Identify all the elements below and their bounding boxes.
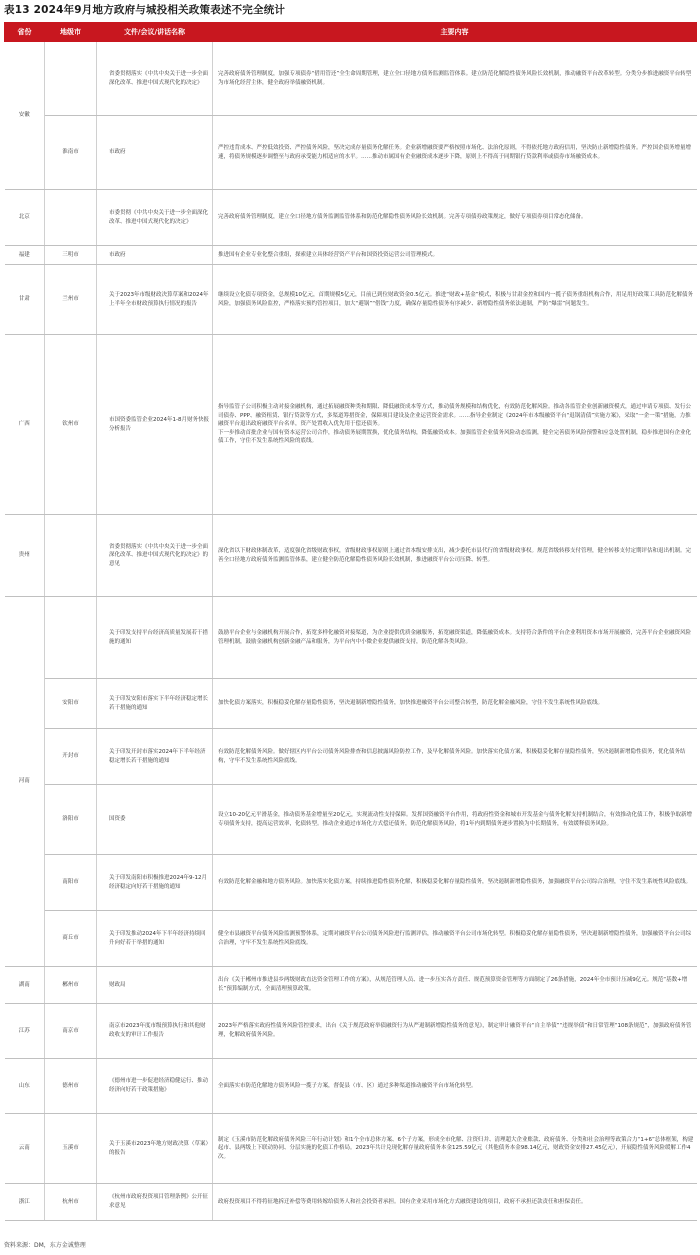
city-cell: 商丘市 — [45, 911, 97, 967]
document-cell: 关于玉溪市2023年地方财政决算（草案）的报告 — [97, 1114, 213, 1184]
document-cell: 关于印发南阳市积极推进2024年9-12月经济稳定向好若干措施的通知 — [97, 855, 213, 911]
document-cell: 关于印发支持平台经济高质量发展若干措施的通知 — [97, 597, 213, 679]
table-row — [5, 42, 697, 116]
province-cell: 云南 — [5, 1114, 45, 1184]
content-cell: 深化省以下财政体制改革，适度强化省级财政事权，省级财政事权原则上通过省本级安排支出，减少委托市县代行的省级财政事权。规范省级转移支付管理，健全转移支付定期评估和退出机制。完善全口径地方政府债务监测监管体系，建立健全防范化解隐性债务风险长效机制，推进融资平台公司压降、转型。 — [213, 515, 697, 597]
table-row — [5, 1184, 697, 1221]
content-cell: 推进国有企业专业化整合重组，探索建立具体经营资产平台和国资投资运营公司管理模式。 — [213, 246, 697, 265]
content-cell: 全面落实市防范化解地方债务风险一揽子方案，督促县（市、区）通过多种渠道推动融资平台市场化转型。 — [213, 1059, 697, 1114]
content-cell: 政府投资项目不得将征地拆迁补偿等费用转嫁给债务人和社会投资者承担。国有企业采用市场化方式融资建设的项目，政府不承担还款责任和担保责任。 — [213, 1184, 697, 1221]
document-cell: 市委贯彻《中共中央关于进一步全面深化改革、推进中国式现代化的决定》 — [97, 190, 213, 246]
content-cell: 完善政府债务管理制度，建立全口径地方债务监测监管体系和防范化解隐性债务风险长效机制。完善专项债券政策规定，做好专项债券项目常态化储备。 — [213, 190, 697, 246]
table-row — [5, 265, 697, 335]
source-note: 资料来源：DM，东方金诚整理 — [4, 1242, 86, 1249]
city-cell: 南阳市 — [45, 855, 97, 911]
document-cell: 南京市2023年度市级预算执行和其他财政收支的审计工作报告 — [97, 1004, 213, 1059]
content-cell: 出台《关于郴州市推进县乡两级财政直达资金管理工作的方案》，从规范管理人员、进一步压实各方责任、规范预算资金管理等方面制定了26条措施，2024年全市预计压减9亿元。规范“基数+增长”预算编制方式，全面清理预算政策。 — [213, 967, 697, 1004]
table-row — [5, 729, 697, 785]
document-cell: 市国资委监管企业2024年1-8月财务快报分析报告 — [97, 335, 213, 515]
content-cell: 制定《玉溪市防范化解政府债务风险三年行动计划》和1个全市总体方案、6个子方案，形成全市化解、注资归并、清理超大企业账款、政府债务、分类和社会治理等政策合力“1+6”总体框架，构建起市、县两级上下联动协同、分层实施的化债工作格局。2023年共计兑现化解存量政府债务本金125.59亿元（其他债务本金98.14亿元，财政资金安排27.45亿元），开展隐性债务风险缓解工作4次。 — [213, 1114, 697, 1184]
province-cell: 广西 — [5, 335, 45, 515]
content-cell: 鼓励平台企业与金融机构开展合作，拓宽多样化融资对接渠道，为企业提供优质金融服务，拓宽融资渠道，降低融资成本。支持符合条件的平台企业利用资本市场开展融资，完善平台企业融资风险管理机制，鼓励金融机构创新金融产品和服务，为平台内中小微企业提供融资支持，防范化解各类风险。 — [213, 597, 697, 679]
city-cell: 杭州市 — [45, 1184, 97, 1221]
province-cell: 河南 — [5, 597, 45, 967]
city-cell: 淮南市 — [45, 116, 97, 190]
city-cell: 玉溪市 — [45, 1114, 97, 1184]
city-cell: 南京市 — [45, 1004, 97, 1059]
content-cell: 完善政府债务管理制度，加强专项债券“借用管还”全生命周期管理，建立全口径地方债务监测监管体系。建立防范化解隐性债务风险长效机制，推动融资平台改革转型。分类分步推进融资平台转型为市场化经营主体，健全政府举债融资机制。 — [213, 42, 697, 116]
document-cell: 省委贯彻落实《中共中央关于进一步全面深化改革、推进中国式现代化的决定》的意见 — [97, 515, 213, 597]
city-cell — [45, 190, 97, 246]
document-cell: 市政府 — [97, 246, 213, 265]
city-cell — [45, 515, 97, 597]
city-cell: 钦州市 — [45, 335, 97, 515]
city-cell: 三明市 — [45, 246, 97, 265]
content-cell: 严控违背成本、严控低效投资、严控债务风险，坚决完成存量债务化解任务。企业新增融资要严格按照市场化、法治化原则，不得依托地方政府信用，坚决防止新增隐性债务。严控国企债务增量增速，将债务规模逐步调整至与政府承受能力相适应的水平。……推动市属国有企业融资成本逐步下降，原则上不得高于同期银行贷款利率或债券市场融资成本。 — [213, 116, 697, 190]
city-cell: 安阳市 — [45, 679, 97, 729]
province-cell: 安徽 — [5, 42, 45, 190]
table-row — [5, 190, 697, 246]
document-cell: 关于印发推动2024年下半年经济持续回升向好若干举措的通知 — [97, 911, 213, 967]
document-cell: 关于印发安阳市落实下半年经济稳定增长若干措施的通知 — [97, 679, 213, 729]
document-cell: 省委贯彻落实《中共中央关于进一步全面深化改革、推进中国式现代化的决定》 — [97, 42, 213, 116]
content-cell: 健全市县融资平台债务风险监测预警体系，定期对融资平台公司债务风险进行监测评估，推动融资平台公司市场化转型。积极稳妥化解存量隐性债务，坚决遏制新增隐性债务，加强融资平台公司综合治理，守牢不发生系统性风险底线。 — [213, 911, 697, 967]
table-row — [5, 967, 697, 1004]
header-content: 主要内容 — [213, 23, 697, 42]
header-province: 省份 — [5, 23, 45, 42]
province-cell: 江苏 — [5, 1004, 45, 1059]
table-row — [5, 246, 697, 265]
table-row — [5, 597, 697, 679]
document-cell: 财政局 — [97, 967, 213, 1004]
city-cell: 德州市 — [45, 1059, 97, 1114]
city-cell: 郴州市 — [45, 967, 97, 1004]
table-body — [5, 42, 697, 1221]
document-cell: 关于印发开封市落实2024年下半年经济稳定增长若干措施的通知 — [97, 729, 213, 785]
table-caption: 表13 2024年9月地方政府与城投相关政策表述不完全统计 — [4, 4, 286, 16]
document-cell: 国资委 — [97, 785, 213, 855]
table-row — [5, 679, 697, 729]
table-row — [5, 335, 697, 515]
content-cell: 加快化债方案落实，积极稳妥化解存量隐性债务，坚决遏制新增隐性债务，加快推进融资平台公司整合转型，防范化解金融风险，守住不发生系统性风险底线。 — [213, 679, 697, 729]
table-row — [5, 911, 697, 967]
document-cell: 关于2023年市级财政决算草案和2024年上半年全市财政预算执行情况的报告 — [97, 265, 213, 335]
province-cell: 甘肃 — [5, 265, 45, 335]
table-row — [5, 855, 697, 911]
table-row — [5, 785, 697, 855]
province-cell: 浙江 — [5, 1184, 45, 1221]
content-cell: 有效防范化解金融和地方债务风险。加快落实化债方案，持续推进隐性债务化解，积极稳妥化解存量隐性债务，坚决遏制新增隐性债务，加强融资平台公司综合治理，守住不发生系统性风险底线。 — [213, 855, 697, 911]
province-cell: 福建 — [5, 246, 45, 265]
city-cell: 兰州市 — [45, 265, 97, 335]
city-cell — [45, 42, 97, 116]
city-cell: 开封市 — [45, 729, 97, 785]
table-row — [5, 1059, 697, 1114]
province-cell: 贵州 — [5, 515, 45, 597]
province-cell: 湖南 — [5, 967, 45, 1004]
table-header-row — [5, 23, 697, 42]
content-cell: 继续设立化债专项资金，总规模10亿元，首期规模5亿元，目前已到位财政资金0.5亿元。推进“财政+基金”模式，积极与甘肃金控和国内一揽子债务重组机构合作，用足用好政策工具防范化解债务风险，加强债务风险监控，严格落实预约管控项目，加大“避锅”“借钱”力度，确保存量隐性债务有序减少、新增隐性债务依法遏制，严防“爆雷”问题发生。 — [213, 265, 697, 335]
city-cell: 洛阳市 — [45, 785, 97, 855]
content-cell: 有效防范化解债务风险。做好辖区内平台公司债务风险排查和信息披露风险防控工作，及早化解债务风险。加快落实化债方案，积极稳妥化解存量隐性债务，坚决遏制新增隐性债务，优化债务结构，守牢不发生系统性风险底线。 — [213, 729, 697, 785]
content-cell: 设立10-20亿元平滑基金，推动债务基金增量至20亿元，实现流动性支持保障。发挥国资融资平台作用，将政府性资金和城市开发基金与债务化解支持机制结合，有效推动化债工作，积极争取新增专项债务支持，提高运营效率，化债转型。推动企业通过市场化方式偿还债务，防范化解债务风险，将1年内到期债务逐步置换为中长期债务，有效缓释债务风险。 — [213, 785, 697, 855]
content-cell: 指导监管子公司积极主动对接金融机构，通过拓展融资种类和期限、降低融资成本等方式，推动债务规模和结构优化，有效防范化解风险。推动各监管企业创新融资模式，通过申请专项债、发行公司债券、PPP、融资租赁、银行贷款等方式，多渠道筹措资金，保障项目建设及企业运营资金需求。……指导企业制定《2024年市本级融资平台“退锅清债”实施方案》，采取“一企一策”措施，力推融资平台退出政府融资平台名单，资产处置收入优先用于偿还债务。 下一步推动首批企业与国有资本运营公司合作，推动债务展期置换，优化债务结构，降低融资成本。加强监管企业债务风险动态监测，健全完善债务风险预警和应急处置机制，稳步推进国有企业化债工作，守住不发生系统性风险的底线。 — [213, 335, 697, 515]
document-cell: 《德州市进一步促进经济稳健运行、推动经济向好若干政策措施》 — [97, 1059, 213, 1114]
table-row — [5, 515, 697, 597]
document-cell: 《杭州市政府投资项目管理条例》公开征求意见 — [97, 1184, 213, 1221]
content-cell: 2023年严格落实政府性债务风险管控要求，出台《关于规范政府举债融资行为从严遏制新增隐性债务的意见》，制定审计融资平台“自主举债”“违规举债”和日常管理“108条规范”，加强政府债务管理，化解政府债务风险。 — [213, 1004, 697, 1059]
header-city: 地级市 — [45, 23, 97, 42]
province-cell: 北京 — [5, 190, 45, 246]
document-cell: 市政府 — [97, 116, 213, 190]
province-cell: 山东 — [5, 1059, 45, 1114]
header-document: 文件/会议/讲话名称 — [97, 23, 213, 42]
city-cell — [45, 597, 97, 679]
table-row — [5, 1004, 697, 1059]
table-row — [5, 1114, 697, 1184]
policy-table — [4, 22, 697, 1221]
table-row — [5, 116, 697, 190]
